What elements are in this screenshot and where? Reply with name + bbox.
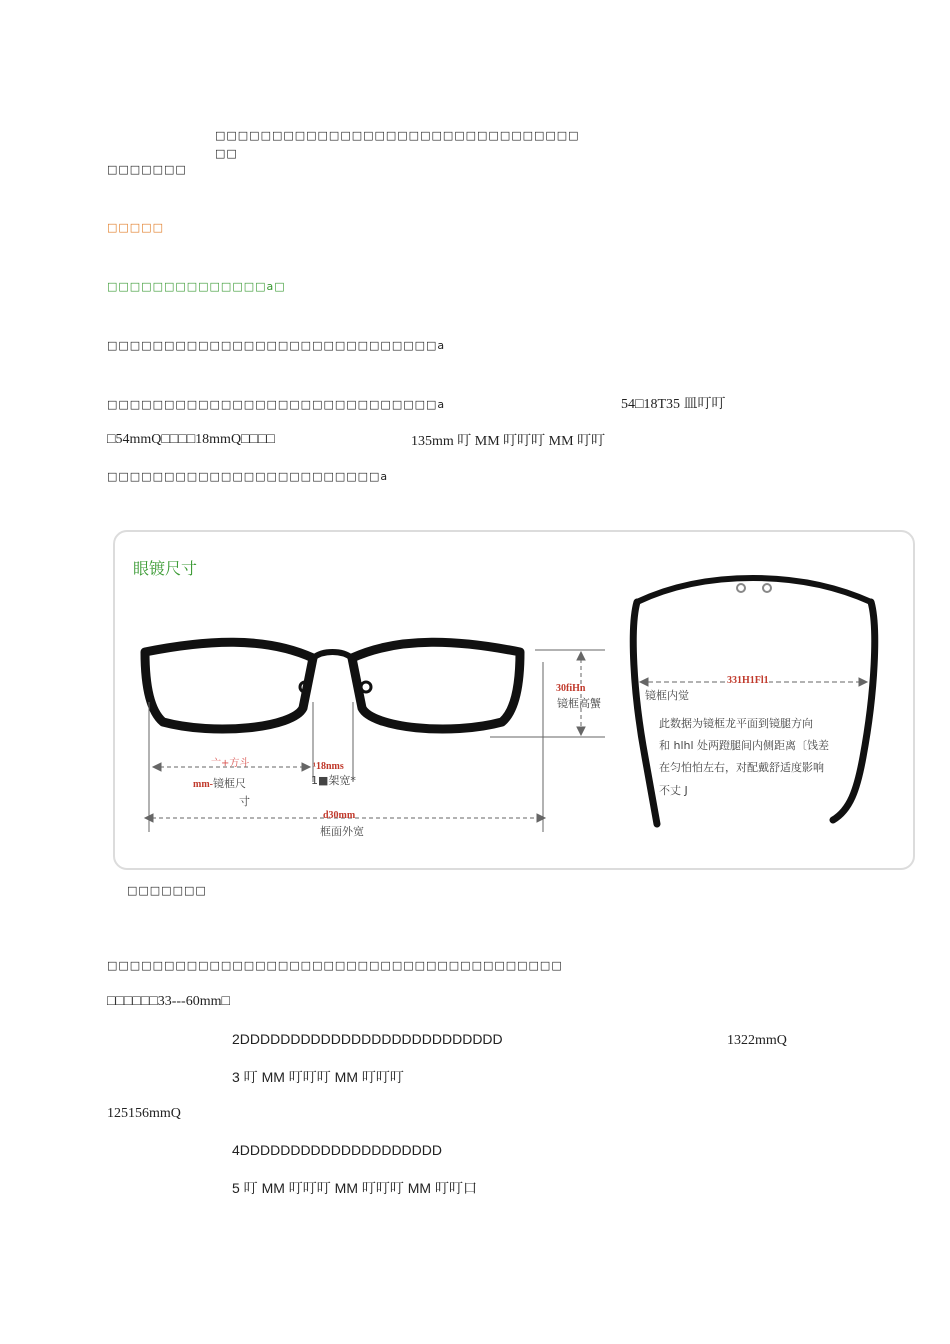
lens-width-unit: mm- (193, 779, 213, 790)
top-view-front (637, 578, 871, 602)
paragraph-6: □□□□□□33---60mm□ (107, 994, 230, 1009)
paragraph-1: □□□□□□□□□□□□□□□□□□□□□□□□□□□□□a (107, 339, 446, 352)
list-item-5: 5 叮 MM 叮叮叮 MM 叮叮叮 MM 叮叮口 (232, 1180, 477, 1196)
intro-line-2: □□□□□□□ (107, 163, 187, 176)
inner-width-value: 331H1Fl1 (727, 675, 769, 686)
right-nose-pad (361, 682, 371, 692)
frame-width-label: 框面外宽 (320, 825, 364, 838)
list-item-2-value: 1322mmQ (727, 1033, 787, 1048)
glasses-diagram (115, 532, 917, 872)
list-item-4: 4DDDDDDDDDDDDDDDDDDDD (232, 1142, 442, 1158)
bridge-width-value: ¹18nms (313, 761, 344, 772)
lens-width-label: 镜框尺 (213, 777, 246, 790)
left-lens-outline (145, 642, 313, 729)
nose-pad-top-right (763, 584, 771, 592)
lens-width-label-2: 寸 (239, 795, 250, 808)
dimension-lines (145, 650, 605, 832)
paragraph-5: □□□□□□□□□□□□□□□□□□□□□□□□□□□□□□□□□□□□□□□□ (107, 959, 563, 972)
inner-width-label: 镜框内觉 (645, 689, 689, 702)
right-lens-outline (352, 642, 520, 729)
figure-title: 眼镀尺寸 (133, 559, 198, 578)
lens-width-label-row (193, 777, 246, 791)
lens-height-label: 镜框高蟹 (557, 697, 601, 710)
list-item-2: 2DDDDDDDDDDDDDDDDDDDDDDDDDD (232, 1031, 503, 1047)
temple-length: 135mm 叮 MM 叮叮叮 MM 叮叮 (411, 434, 606, 449)
note-line-1: 此数据为镜框龙平面到镜腿方向 (659, 717, 813, 730)
value-left: 125156mmQ (107, 1106, 181, 1121)
nose-pad-top-left (737, 584, 745, 592)
paragraph-2: □□□□□□□□□□□□□□□□□□□□□□□□□□□□□a (107, 398, 446, 411)
list-item-3: 3 叮 MM 叮叮叮 MM 叮叮叮 (232, 1069, 404, 1085)
paragraph-4: □□□□□□□□□□□□□□□□□□□□□□□□a (107, 470, 389, 483)
bridge-width-label: 1■架宽* (311, 774, 356, 787)
note-line-3: 在匀怕怕左右，对配戴舒适度影响 (659, 761, 824, 774)
frame-width-value: d30mm (323, 810, 356, 821)
size-code: 54□18T35 皿叮叮 (621, 397, 726, 412)
bridge (313, 652, 352, 658)
section-heading-orange: □□□□□ (107, 221, 164, 234)
lens-height-value: 30fiHn (556, 683, 586, 694)
figure-caption: □□□□□□□ (127, 884, 207, 897)
right-temple (833, 602, 875, 820)
left-temple (633, 602, 657, 824)
intro-line: □□□□□□□□□□□□□□□□□□□□□□□□□□□□□□□□ (215, 129, 580, 142)
glasses-size-figure (113, 530, 915, 870)
section-heading-green: □□□□□□□□□□□□□□a□ (107, 280, 286, 293)
note-line-2: 和 hlhl 处两蹬腿间内侧距离〔饯差 (659, 739, 830, 752)
size-explanation: □54mmQ□□□□18mmQ□□□□ (107, 432, 275, 447)
lens-width-value: 亠+方斗 (211, 758, 250, 769)
note-line-4: 不丈 J (659, 784, 688, 797)
intro-line-cont: □□ (215, 147, 238, 160)
front-frame (145, 642, 520, 729)
